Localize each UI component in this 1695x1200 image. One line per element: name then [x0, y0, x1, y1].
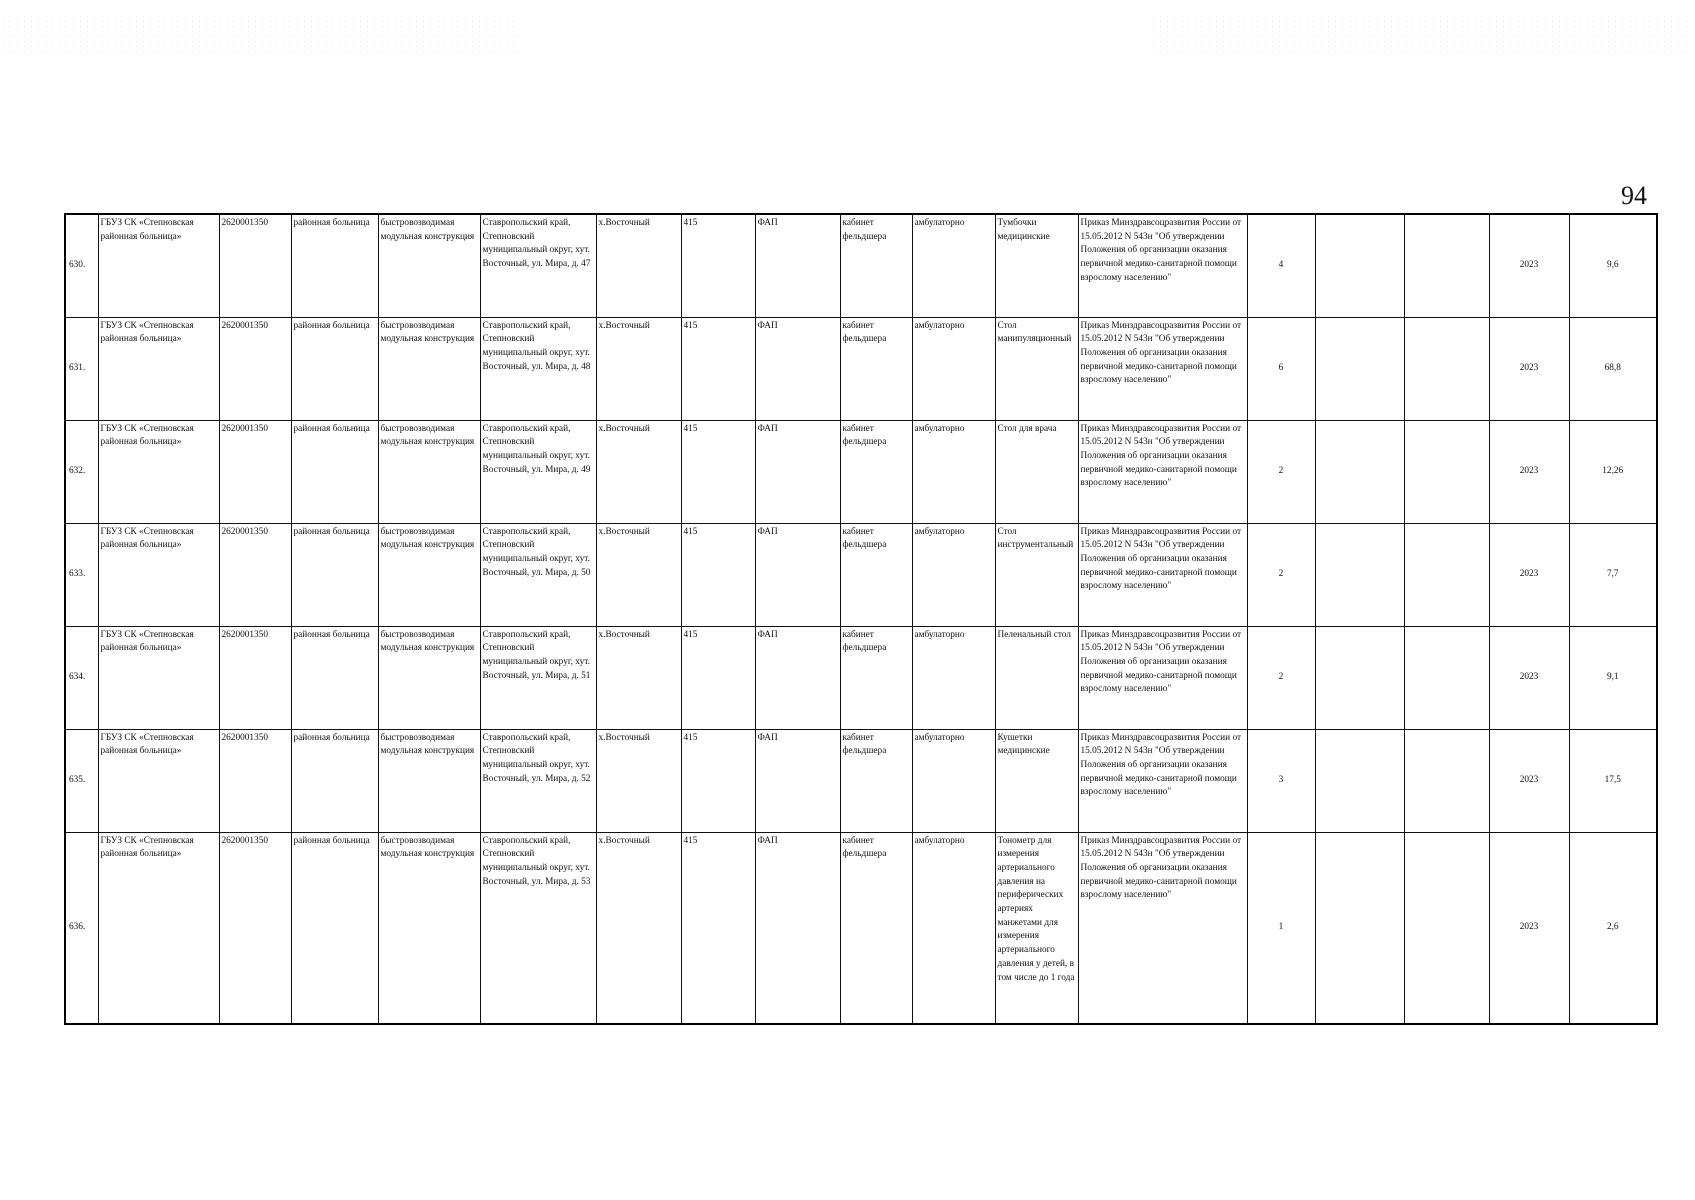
empty-cell	[1404, 523, 1489, 626]
table-row	[65, 523, 1657, 626]
empty-cell	[1315, 420, 1404, 523]
population-cell: 415	[681, 420, 755, 523]
institution-cell: ГБУЗ СК «Степновская районная больница»	[98, 523, 219, 626]
regulation-cell: Приказ Минздравсоцразвития России от 15.05.2012 N 543н "Об утверждении Положения об организации оказания первичной медико-санитарной помощи взрослому населению"	[1078, 729, 1247, 832]
scan-noise-right	[1150, 14, 1690, 54]
building-type-cell: быстровозводимая модульная конструкция	[378, 523, 480, 626]
building-type-cell: быстровозводимая модульная конструкция	[378, 626, 480, 729]
empty-cell	[1315, 317, 1404, 420]
building-type-cell: быстровозводимая модульная конструкция	[378, 317, 480, 420]
table-row	[65, 729, 1657, 832]
institution-cell: ГБУЗ СК «Степновская районная больница»	[98, 626, 219, 729]
building-type-cell: быстровозводимая модульная конструкция	[378, 214, 480, 317]
equipment-cell: Стол манипуляционный	[995, 317, 1078, 420]
org-type-cell: районная больница	[291, 420, 378, 523]
org-type-cell: районная больница	[291, 523, 378, 626]
cost-cell: 2,6	[1569, 832, 1657, 1024]
settlement-cell: х.Восточный	[596, 729, 681, 832]
year-cell: 2023	[1489, 420, 1569, 523]
settlement-cell: х.Восточный	[596, 317, 681, 420]
year-cell: 2023	[1489, 626, 1569, 729]
empty-cell	[1404, 729, 1489, 832]
row-number: 636.	[65, 832, 98, 1024]
empty-cell	[1315, 729, 1404, 832]
regulation-cell: Приказ Минздравсоцразвития России от 15.05.2012 N 543н "Об утверждении Положения об организации оказания первичной медико-санитарной помощи взрослому населению"	[1078, 420, 1247, 523]
regulation-cell: Приказ Минздравсоцразвития России от 15.05.2012 N 543н "Об утверждении Положения об организации оказания первичной медико-санитарной помощи взрослому населению"	[1078, 214, 1247, 317]
empty-cell	[1315, 832, 1404, 1024]
code-cell: 2620001350	[219, 420, 291, 523]
year-cell: 2023	[1489, 214, 1569, 317]
org-type-cell: районная больница	[291, 626, 378, 729]
room-cell: кабинет фельдшера	[840, 214, 912, 317]
address-cell: Ставропольский край, Степновский муниципальный округ, хут. Восточный, ул. Мира, д. 53	[480, 832, 596, 1024]
row-number: 631.	[65, 317, 98, 420]
page-number: 94	[1621, 181, 1647, 210]
row-number: 634.	[65, 626, 98, 729]
unit-cell: ФАП	[755, 420, 840, 523]
quantity-cell: 2	[1247, 626, 1315, 729]
address-cell: Ставропольский край, Степновский муниципальный округ, хут. Восточный, ул. Мира, д. 51	[480, 626, 596, 729]
room-cell: кабинет фельдшера	[840, 420, 912, 523]
settlement-cell: х.Восточный	[596, 626, 681, 729]
cost-cell: 12,26	[1569, 420, 1657, 523]
scan-noise-left	[0, 14, 520, 54]
org-type-cell: районная больница	[291, 729, 378, 832]
institution-cell: ГБУЗ СК «Степновская районная больница»	[98, 420, 219, 523]
address-cell: Ставропольский край, Степновский муниципальный округ, хут. Восточный, ул. Мира, д. 47	[480, 214, 596, 317]
empty-cell	[1404, 420, 1489, 523]
settlement-cell: х.Восточный	[596, 420, 681, 523]
care-form-cell: амбулаторно	[912, 317, 995, 420]
cost-cell: 68,8	[1569, 317, 1657, 420]
regulation-cell: Приказ Минздравсоцразвития России от 15.05.2012 N 543н "Об утверждении Положения об организации оказания первичной медико-санитарной помощи взрослому населению"	[1078, 523, 1247, 626]
population-cell: 415	[681, 832, 755, 1024]
table-row	[65, 832, 1657, 1024]
building-type-cell: быстровозводимая модульная конструкция	[378, 420, 480, 523]
quantity-cell: 2	[1247, 420, 1315, 523]
equipment-cell: Пеленальный стол	[995, 626, 1078, 729]
unit-cell: ФАП	[755, 523, 840, 626]
code-cell: 2620001350	[219, 214, 291, 317]
table-body	[65, 214, 1657, 1024]
cost-cell: 9,1	[1569, 626, 1657, 729]
cost-cell: 7,7	[1569, 523, 1657, 626]
code-cell: 2620001350	[219, 317, 291, 420]
equipment-cell: Кушетки медицинские	[995, 729, 1078, 832]
address-cell: Ставропольский край, Степновский муниципальный округ, хут. Восточный, ул. Мира, д. 52	[480, 729, 596, 832]
quantity-cell: 6	[1247, 317, 1315, 420]
unit-cell: ФАП	[755, 214, 840, 317]
population-cell: 415	[681, 626, 755, 729]
year-cell: 2023	[1489, 523, 1569, 626]
unit-cell: ФАП	[755, 626, 840, 729]
equipment-cell: Тумбочки медицинские	[995, 214, 1078, 317]
org-type-cell: районная больница	[291, 832, 378, 1024]
unit-cell: ФАП	[755, 729, 840, 832]
institution-cell: ГБУЗ СК «Степновская районная больница»	[98, 832, 219, 1024]
quantity-cell: 4	[1247, 214, 1315, 317]
row-number: 632.	[65, 420, 98, 523]
equipment-cell: Стол для врача	[995, 420, 1078, 523]
address-cell: Ставропольский край, Степновский муниципальный округ, хут. Восточный, ул. Мира, д. 50	[480, 523, 596, 626]
room-cell: кабинет фельдшера	[840, 729, 912, 832]
settlement-cell: х.Восточный	[596, 832, 681, 1024]
room-cell: кабинет фельдшера	[840, 317, 912, 420]
empty-cell	[1315, 626, 1404, 729]
code-cell: 2620001350	[219, 729, 291, 832]
year-cell: 2023	[1489, 729, 1569, 832]
institution-cell: ГБУЗ СК «Степновская районная больница»	[98, 317, 219, 420]
empty-cell	[1315, 523, 1404, 626]
year-cell: 2023	[1489, 317, 1569, 420]
quantity-cell: 2	[1247, 523, 1315, 626]
table-row	[65, 214, 1657, 317]
room-cell: кабинет фельдшера	[840, 523, 912, 626]
settlement-cell: х.Восточный	[596, 523, 681, 626]
care-form-cell: амбулаторно	[912, 626, 995, 729]
cost-cell: 17,5	[1569, 729, 1657, 832]
room-cell: кабинет фельдшера	[840, 832, 912, 1024]
table-row	[65, 420, 1657, 523]
settlement-cell: х.Восточный	[596, 214, 681, 317]
unit-cell: ФАП	[755, 317, 840, 420]
care-form-cell: амбулаторно	[912, 214, 995, 317]
population-cell: 415	[681, 214, 755, 317]
row-number: 630.	[65, 214, 98, 317]
equipment-table	[64, 213, 1658, 1025]
care-form-cell: амбулаторно	[912, 729, 995, 832]
row-number: 633.	[65, 523, 98, 626]
equipment-cell: Тонометр для измерения артериального давления на периферических артериях манжетами для измерения артериального давления у детей, в том числе до 1 года	[995, 832, 1078, 1024]
population-cell: 415	[681, 729, 755, 832]
building-type-cell: быстровозводимая модульная конструкция	[378, 729, 480, 832]
table-row	[65, 317, 1657, 420]
equipment-cell: Стол инструментальный	[995, 523, 1078, 626]
code-cell: 2620001350	[219, 626, 291, 729]
empty-cell	[1404, 626, 1489, 729]
org-type-cell: районная больница	[291, 317, 378, 420]
cost-cell: 9,6	[1569, 214, 1657, 317]
room-cell: кабинет фельдшера	[840, 626, 912, 729]
empty-cell	[1404, 832, 1489, 1024]
care-form-cell: амбулаторно	[912, 420, 995, 523]
regulation-cell: Приказ Минздравсоцразвития России от 15.05.2012 N 543н "Об утверждении Положения об организации оказания первичной медико-санитарной помощи взрослому населению"	[1078, 317, 1247, 420]
org-type-cell: районная больница	[291, 214, 378, 317]
empty-cell	[1315, 214, 1404, 317]
population-cell: 415	[681, 317, 755, 420]
population-cell: 415	[681, 523, 755, 626]
address-cell: Ставропольский край, Степновский муниципальный округ, хут. Восточный, ул. Мира, д. 48	[480, 317, 596, 420]
quantity-cell: 1	[1247, 832, 1315, 1024]
building-type-cell: быстровозводимая модульная конструкция	[378, 832, 480, 1024]
address-cell: Ставропольский край, Степновский муниципальный округ, хут. Восточный, ул. Мира, д. 49	[480, 420, 596, 523]
unit-cell: ФАП	[755, 832, 840, 1024]
year-cell: 2023	[1489, 832, 1569, 1024]
quantity-cell: 3	[1247, 729, 1315, 832]
institution-cell: ГБУЗ СК «Степновская районная больница»	[98, 729, 219, 832]
code-cell: 2620001350	[219, 832, 291, 1024]
empty-cell	[1404, 214, 1489, 317]
regulation-cell: Приказ Минздравсоцразвития России от 15.05.2012 N 543н "Об утверждении Положения об организации оказания первичной медико-санитарной помощи взрослому населению"	[1078, 626, 1247, 729]
regulation-cell: Приказ Минздравсоцразвития России от 15.05.2012 N 543н "Об утверждении Положения об организации оказания первичной медико-санитарной помощи взрослому населению"	[1078, 832, 1247, 1024]
table-row	[65, 626, 1657, 729]
code-cell: 2620001350	[219, 523, 291, 626]
empty-cell	[1404, 317, 1489, 420]
care-form-cell: амбулаторно	[912, 832, 995, 1024]
row-number: 635.	[65, 729, 98, 832]
institution-cell: ГБУЗ СК «Степновская районная больница»	[98, 214, 219, 317]
care-form-cell: амбулаторно	[912, 523, 995, 626]
